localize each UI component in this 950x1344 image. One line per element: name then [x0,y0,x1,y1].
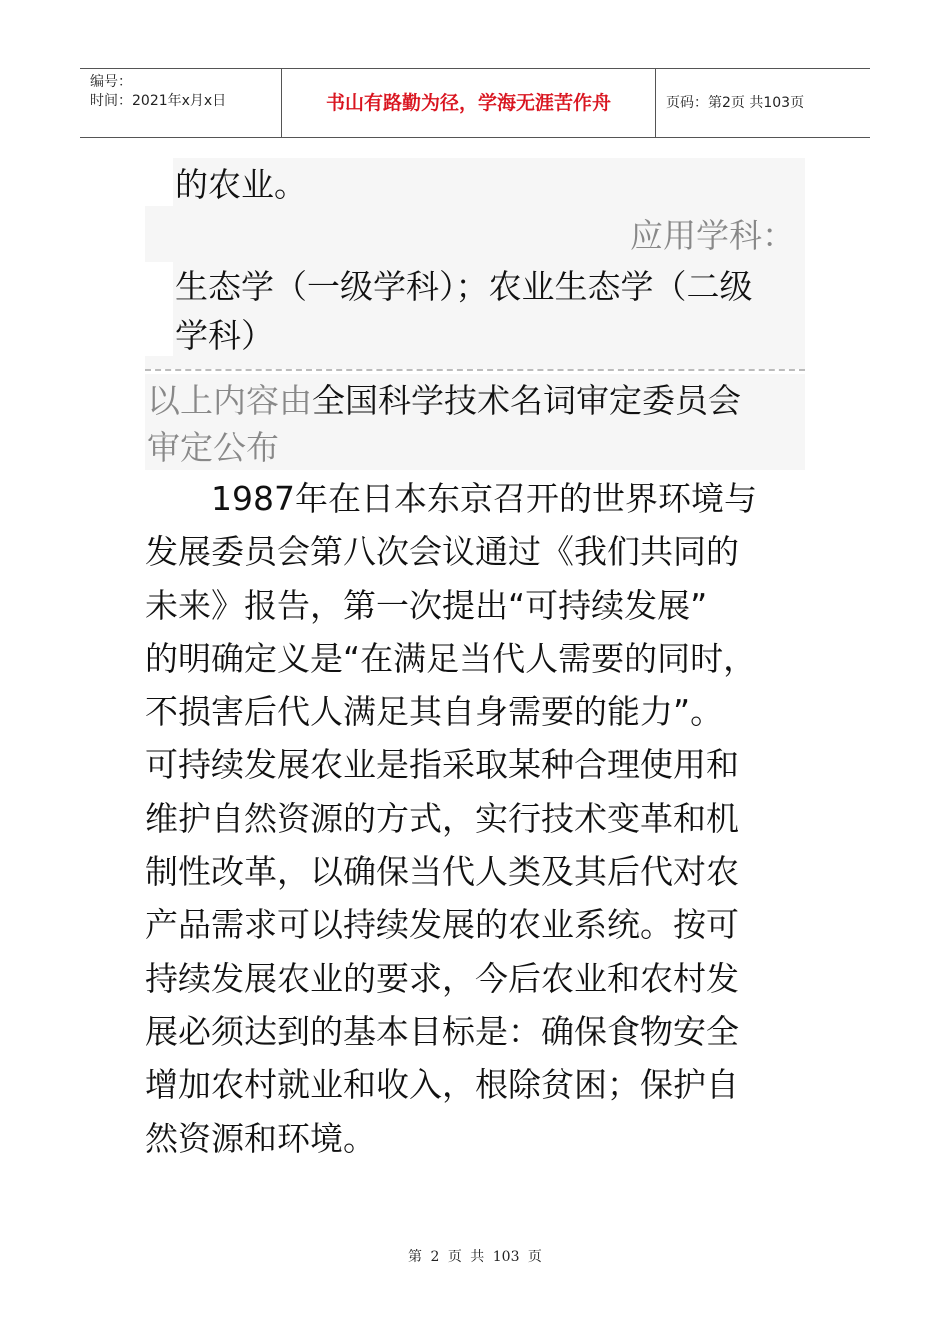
body-line: 1987年在日本东京召开的世界环境与 [145,479,757,518]
body-paragraph [145,472,815,1165]
section-divider [145,369,805,371]
body-line: 维护自然资源的方式，实行技术变革和机 [145,798,739,838]
body-line: 持续发展农业的要求，今后农业和农村发 [145,958,739,998]
page-footer: 第 2 页 共 103 页 [408,1249,542,1265]
field-line-1: 生态学（一级学科）；农业生态学（二级 [175,267,753,306]
definition-tail: 的农业。 [175,165,307,204]
field-label: 应用学科： [630,216,795,255]
body-line: 未来》报告，第一次提出“可持续发展” [145,585,708,625]
serial-label: 编号： [90,74,132,90]
field-line-2: 学科） [175,316,274,355]
source-org-link[interactable]: 全国科学技术名词审定委员会 [312,381,741,420]
source-prefix: 以上内容由 [147,381,312,420]
source-suffix: 审定公布 [147,428,279,467]
header-motto: 书山有路勤为径，学海无涯苦作舟 [282,69,656,137]
body-line: 制性改革，以确保当代人类及其后代对农 [145,852,739,892]
body-line: 然资源和环境。 [145,1118,376,1158]
term-block-indent [145,158,173,206]
term-block-indent-lower [145,262,173,356]
body-line: 不损害后代人满足其自身需要的能力”。 [145,692,724,732]
body-line: 展必须达到的基本目标是：确保食物安全 [145,1011,739,1051]
header-page-label: 页码：第2页 共103页 [666,95,805,111]
page-header [80,68,870,138]
header-meta-cell [80,69,282,137]
source-line [147,376,741,426]
body-line: 的明确定义是“在满足当代人需要的同时， [145,638,757,678]
body-line: 发展委员会第八次会议通过《我们共同的 [145,532,739,572]
body-line: 可持续发展农业是指采取某种合理使用和 [145,745,739,785]
body-line: 增加农村就业和收入，根除贫困；保护自 [145,1065,739,1105]
date-label: 时间：2021年x月x日 [90,93,227,109]
body-line: 产品需求可以持续发展的农业系统。按可 [145,905,739,945]
